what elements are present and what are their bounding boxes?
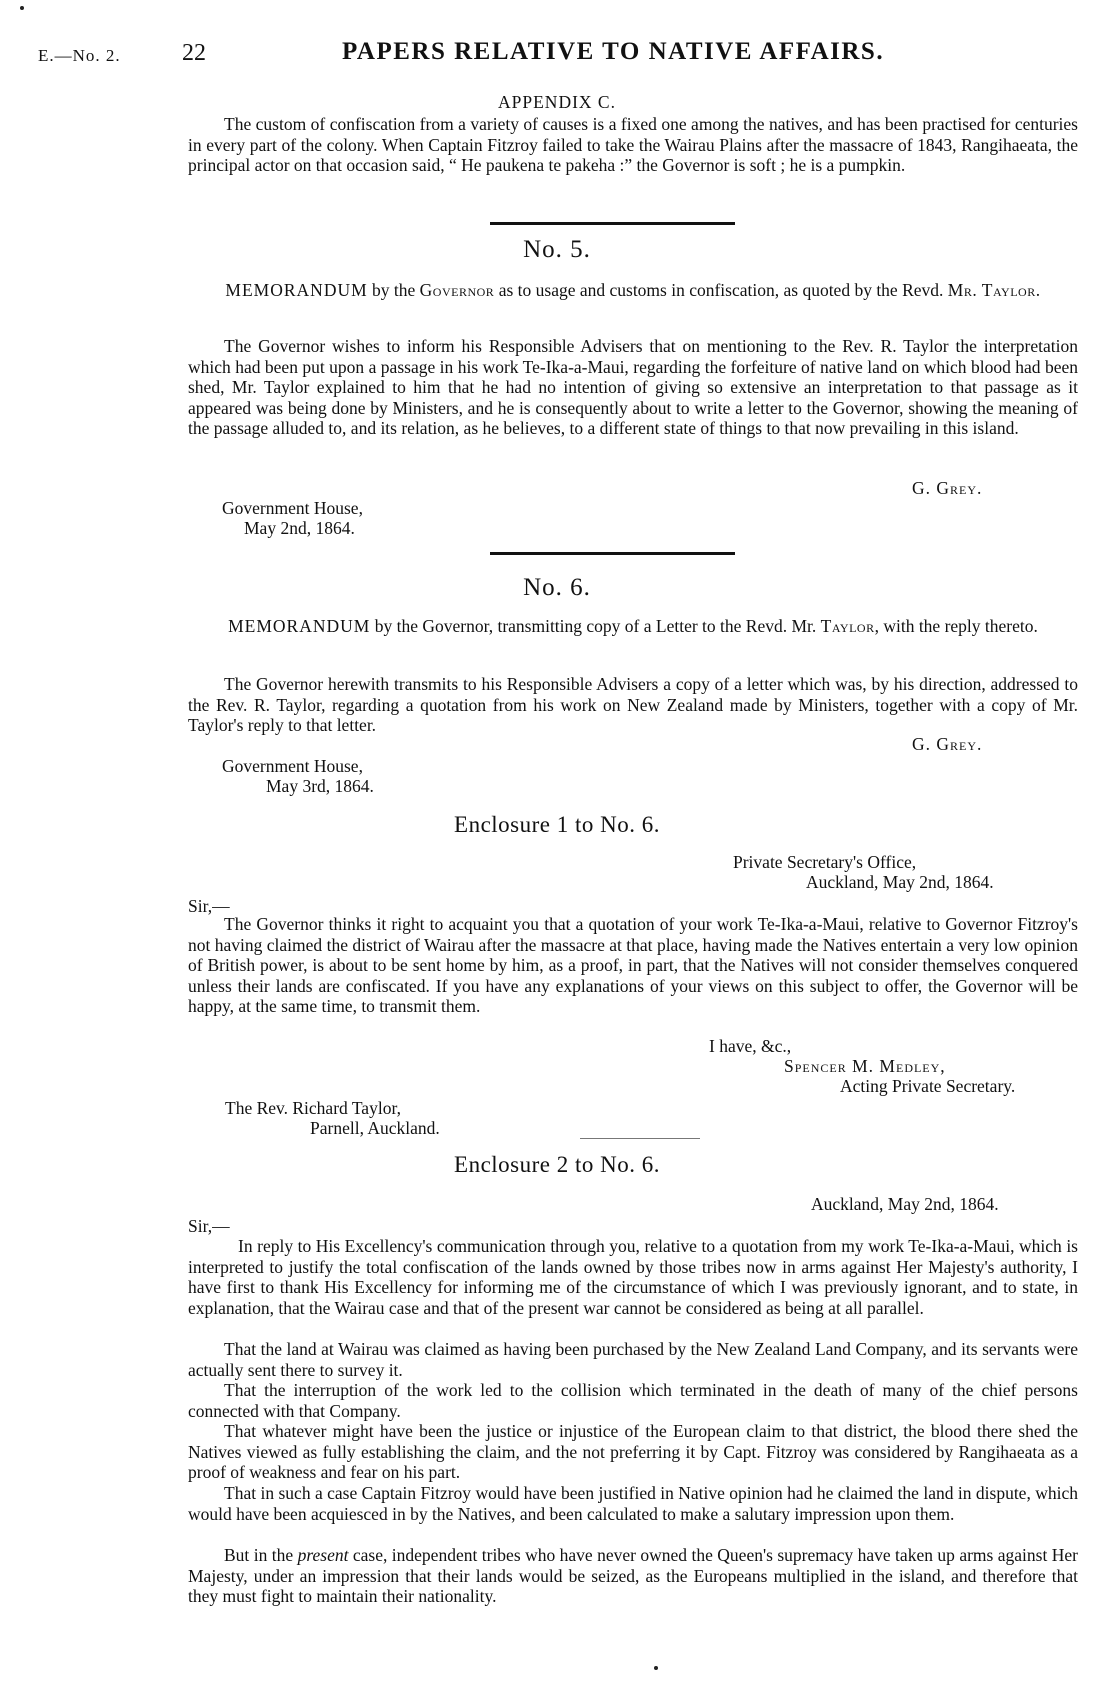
enclosure2-salutation: Sir,— [188,1216,230,1236]
enclosure2-paragraph-6-b: case, independent tribes who have never owned the Queen's supremacy have taken up arms against Her Majesty, under an impression that their lands would be seized, as the Europeans multiplied in the island, and therefore that they must fight to maintain their nationality. [188,1545,1078,1607]
document-reference: E.—No. 2. [38,46,121,65]
enclosure1-signer-title: Acting Private Secretary. [840,1076,1016,1096]
section-divider [490,552,735,555]
no6-memo-text-1: by the Governor, transmitting copy of a Letter to the Revd. Mr. [370,616,821,636]
no5-memo-governor: Governor [419,280,495,300]
enclosure1-office: Private Secretary's Office, [733,852,917,872]
enclosure1-addressee-place: Parnell, Auckland. [310,1118,440,1138]
appendix-heading: APPENDIX C. [498,92,616,112]
enclosure2-paragraph-6-a: But in the [224,1545,298,1565]
enclosure2-paragraph-1: In reply to His Excellency's communication through you, relative to a quotation from my work Te-Ika-a-Maui, which is interpreted to justify the total confiscation of the lands owned by those tribes now in arms against Her Majesty's authority, I have first to thank His Excellency for informing me of the circumstance of which I was previously ignorant, and to state, in explanation, that the Wairau case and that of the present war cannot be considered as being at all parallel. [188,1236,1078,1318]
no5-memo-text-2: as to usage and customs in confiscation, as quoted by the Revd. [494,280,948,300]
no5-heading: No. 5. [523,236,591,263]
no5-memo-lead: MEMORANDUM [225,280,368,300]
enclosure2-paragraph-6 [188,1545,1078,1607]
enclosure2-paragraph-3: That the interruption of the work led to the collision which terminated in the death of many of the chief persons connected with that Company. [188,1380,1078,1421]
enclosure1-salutation: Sir,— [188,896,230,916]
enclosure1-date: Auckland, May 2nd, 1864. [806,872,994,892]
no6-date: May 3rd, 1864. [266,776,374,796]
enclosure1-closing: I have, &c., [709,1036,792,1056]
appendix-text: The custom of confiscation from a variety of causes is a fixed one among the natives, and has been practised for centuries in every part of the colony. When Captain Fitzroy failed to take the Wairau Plains after the massacre of 1843, Rangihaeata, the principal actor on that occasion said, “ He paukena te pakeha :” the Governor is soft ; he is a pumpkin. [188,114,1078,176]
no6-heading: No. 6. [523,574,591,601]
no5-body: The Governor wishes to inform his Responsible Advisers that on mentioning to the Rev. R. Taylor the interpretation which had been put upon a passage in his work Te-Ika-a-Maui, regarding the forfeiture of native land on which blood had been shed, Mr. Taylor explained to him that he had no intention of giving so extensive an interpretation to that passage as it appeared was being done by Ministers, and he is consequently about to write a letter to the Governor, showing the meaning of the passage alluded to, and its relation, as he believes, to a different state of things to that now prevailing in this island. [188,336,1078,439]
page-number: 22 [182,40,206,66]
enclosure2-heading: Enclosure 2 to No. 6. [454,1152,660,1177]
print-mark [654,1666,658,1670]
no6-memo-text-2: , with the reply thereto. [874,616,1038,636]
no5-memorandum-title [188,280,1078,301]
enclosure1-signer: Spencer M. Medley, [784,1056,946,1076]
no6-signature: G. Grey. [912,734,983,754]
enclosure2-paragraph-2: That the land at Wairau was claimed as having been purchased by the New Zealand Land Company, and its servants were actually sent there to survey it. [188,1339,1078,1380]
section-divider [490,222,735,225]
section-divider [580,1138,700,1139]
no5-place: Government House, [222,498,363,518]
enclosure1-addressee-name: The Rev. Richard Taylor, [225,1098,401,1118]
enclosure2-paragraph-5: That in such a case Captain Fitzroy would have been justified in Native opinion had he claimed the land in dispute, which would have been acquiesced in by the Natives, and been calculated to make a salutary impression upon them. [188,1483,1078,1524]
enclosure1-heading: Enclosure 1 to No. 6. [454,812,660,837]
no6-body: The Governor herewith transmits to his Responsible Advisers a copy of a letter which was, by his direction, addressed to the Rev. R. Taylor, regarding a quotation from his work on New Zealand made by Ministers, together with a copy of Mr. Taylor's reply to that letter. [188,674,1078,736]
no5-memo-text-1: by the [367,280,420,300]
no6-memorandum-title [188,616,1078,637]
enclosure2-date: Auckland, May 2nd, 1864. [811,1194,999,1214]
running-title: PAPERS RELATIVE TO NATIVE AFFAIRS. [342,38,885,65]
no6-place: Government House, [222,756,363,776]
enclosure1-body: The Governor thinks it right to acquaint you that a quotation of your work Te-Ika-a-Maui, relative to Governor Fitzroy's not having claimed the district of Wairau after the massacre at that place, having made the Natives entertain a very low opinion of British power, is about to be sent home by him, as a proof, in part, that the Natives will not consider themselves conquered unless their lands are confiscated. If you have any explanations of your views on this subject to offer, the Governor will be happy, at the same time, to transmit them. [188,914,1078,1017]
enclosure2-paragraph-4: That whatever might have been the justice or injustice of the European claim to that district, the blood there shed the Natives viewed as fully establishing the claim, and the not preferring it by Capt. Fitzroy was considered by Rangihaeata as a proof of weakness and fear on his part. [188,1421,1078,1483]
no5-memo-name: Mr. Taylor. [947,280,1041,300]
no6-memo-lead: MEMORANDUM [228,616,371,636]
no6-memo-name: Taylor [820,616,875,636]
no5-signature: G. Grey. [912,478,983,498]
print-mark [20,6,24,10]
enclosure2-paragraph-6-emphasis: present [297,1545,349,1565]
no5-date: May 2nd, 1864. [244,518,355,538]
